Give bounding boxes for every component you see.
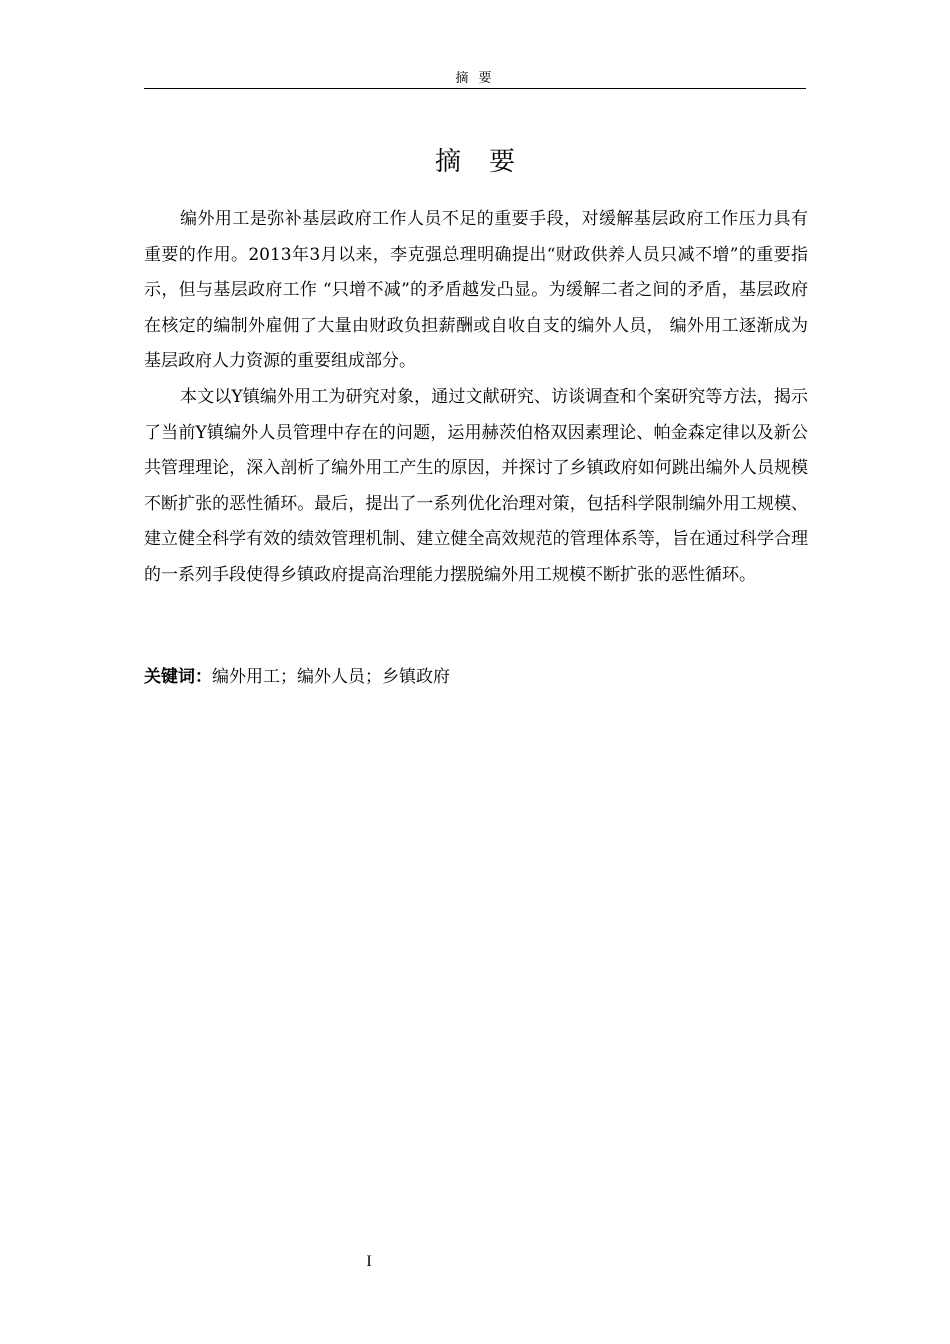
abstract-paragraph-2: 本文以Y镇编外用工为研究对象，通过文献研究、访谈调查和个案研究等方法，揭示了当前Y镇编外人员管理中存在的问题，运用赫茨伯格双因素理论、帕金森定律以及新公共管理理论，深入剖析了编外用工产生的原因，并探讨了乡镇政府如何跳出编外人员规模不断扩张的恶性循环。最后，提出了一系列优化治理对策，包括科学限制编外用工规模、建立健全科学有效的绩效管理机制、建立健全高效规范的管理体系等，旨在通过科学合理的一系列手段使得乡镇政府提高治理能力摆脱编外用工规模不断扩张的恶性循环。	[144, 386, 808, 585]
abstract-paragraph-1: 编外用工是弥补基层政府工作人员不足的重要手段，对缓解基层政府工作压力具有重要的作用。2013年3月以来，李克强总理明确提出“财政供养人员只减不增”的重要指示，但与基层政府工作 “只增不减”的矛盾越发凸显。为缓解二者之间的矛盾，基层政府在核定的编制外雇佣了大量由财政负担薪酬或自收自支的编外人员， 编外用工逐渐成为基层政府人力资源的重要组成部分。	[144, 209, 808, 372]
keywords-label: 关键词：	[144, 667, 212, 687]
abstract-body	[144, 202, 808, 594]
keywords-line	[144, 662, 806, 692]
header-rule	[144, 88, 806, 89]
running-header: 摘 要	[455, 71, 495, 86]
keywords-terms: 编外用工；编外人员；乡镇政府	[212, 667, 450, 687]
page-title: 摘要	[434, 147, 543, 177]
page-number: I	[366, 1253, 372, 1270]
